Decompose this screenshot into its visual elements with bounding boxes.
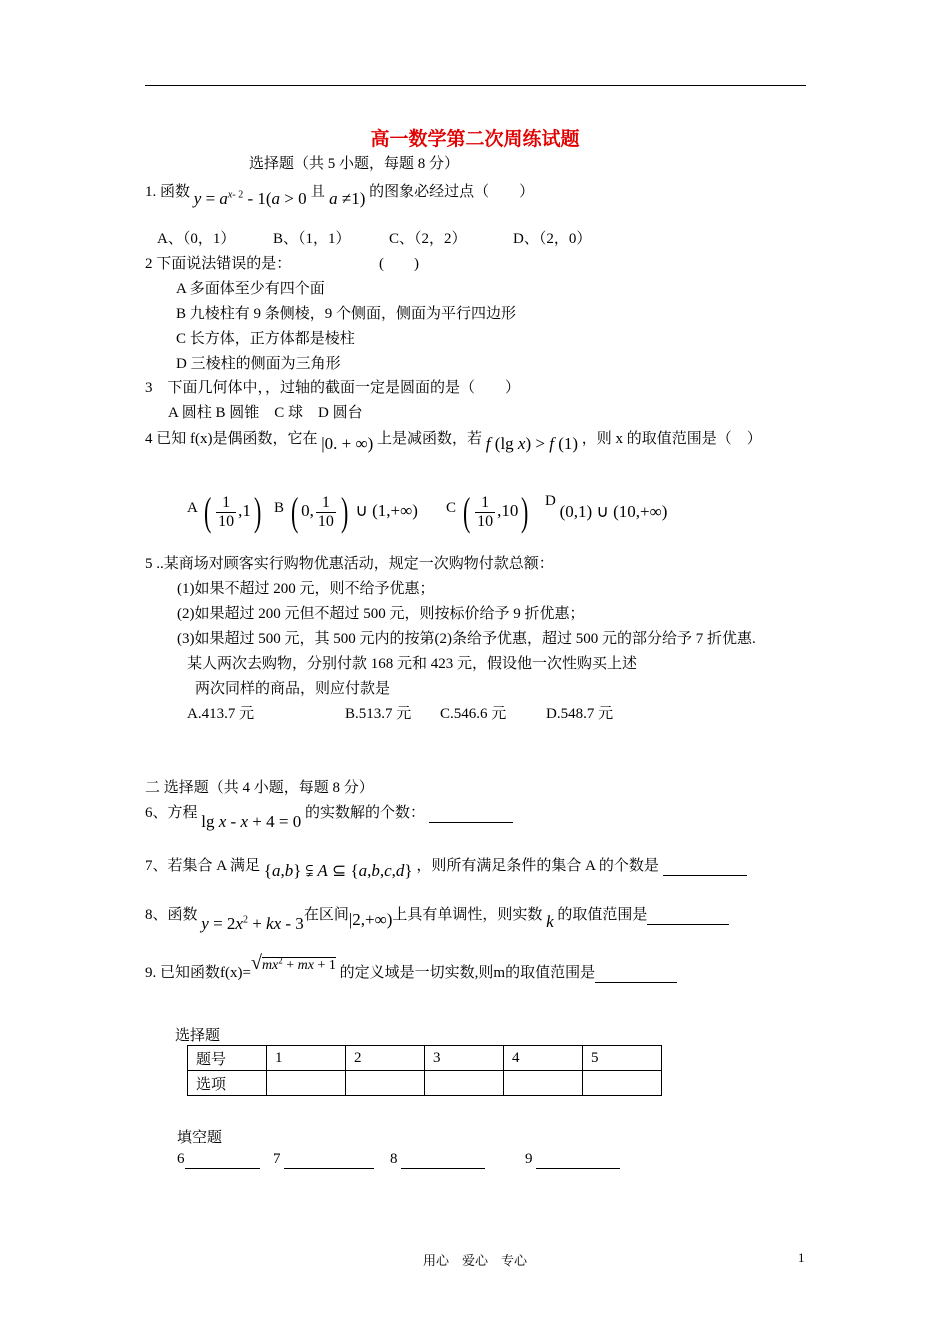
- fill-blank-8[interactable]: [401, 1151, 485, 1169]
- q8-middle: 在区间: [303, 907, 349, 923]
- q9-formula: $√mx^2$ + mx + 1: [250, 952, 336, 974]
- q2-option-b: B 九棱柱有 9 条侧棱，9 个侧面，侧面为平行四边形: [176, 306, 517, 322]
- answer-table-cell: 1: [267, 1046, 346, 1071]
- q3-stem: 3 下面几何体中，，过轴的截面一定是圆面的是（ ）: [145, 380, 521, 396]
- q9-blank[interactable]: [595, 965, 677, 983]
- answer-table-header-row: [188, 1046, 662, 1071]
- answer-table-cell: 选项: [188, 1071, 267, 1096]
- fill-blank-6[interactable]: [185, 1151, 260, 1169]
- q1-prefix: 1. 函数: [145, 184, 191, 200]
- q5-line-2: (2)如果超过 200 元但不超过 500 元，则按标价给予 9 折优惠；: [177, 606, 585, 622]
- fill-item-8: [390, 1151, 485, 1169]
- q6-suffix: 的实数解的个数：: [304, 805, 425, 821]
- q7-prefix: 7、若集合 A 满足: [145, 858, 261, 874]
- answer-cell-5[interactable]: [583, 1071, 662, 1096]
- answer-cell-3[interactable]: [425, 1071, 504, 1096]
- q5-line-5: 两次同样的商品，则应付款是: [195, 681, 391, 697]
- q2-stem: 2 下面说法错误的是：: [145, 256, 292, 272]
- q1-formula: $y = a^{x- 2} - 1(a > 0$ $^且$ a ≠1): [193, 185, 366, 208]
- q8-formula: $y = 2x^2$ + kx - 3: [201, 914, 304, 933]
- answer-cell-2[interactable]: [346, 1071, 425, 1096]
- fill-blank-7[interactable]: [284, 1151, 374, 1169]
- q4-option-c-label: C: [446, 499, 457, 516]
- question-7: [145, 854, 747, 880]
- question-6: [145, 801, 513, 831]
- answer-table-cell: 3: [425, 1046, 504, 1071]
- section2-heading: 二 选择题（共 4 小题，每题 8 分）: [145, 780, 374, 796]
- header-rule: [145, 85, 806, 86]
- q4-condition: f (lg x) > f (1): [485, 434, 579, 453]
- fill-item-6: [177, 1151, 260, 1169]
- q5-option-a: A.413.7 元: [187, 706, 255, 722]
- q4-option-c: C ( $\frac{1}{10}$ ,10): [446, 489, 529, 534]
- q7-suffix: ，则所有满足条件的集合 A 的个数是: [416, 858, 659, 874]
- q5-line-4: 某人两次去购物，分别付款 168 元和 423 元，假设他一次性购买上述: [187, 656, 638, 672]
- q1-option-c: C、（2，2）: [389, 231, 467, 247]
- q4-interval: |0. + ∞): [321, 434, 374, 453]
- q6-blank[interactable]: [429, 805, 513, 823]
- answer-table: [187, 1045, 662, 1096]
- question-9: [145, 952, 677, 983]
- answer-cell-4[interactable]: [504, 1071, 583, 1096]
- q5-line-1: (1)如果不超过 200 元，则不给予优惠；: [177, 581, 435, 597]
- q5-line-3: (3)如果超过 500 元，其 500 元内的按第(2)条给予优惠，超过 500 元的部分给予 7 折优惠.: [177, 631, 756, 647]
- fill-item-number: 6: [177, 1151, 185, 1167]
- section1-heading: 选择题（共 5 小题，每题 8 分）: [249, 156, 460, 172]
- q8-suffix1: 上具有单调性，则实数: [392, 907, 543, 923]
- answer-table-cell: 5: [583, 1046, 662, 1071]
- q4-prefix: 4 已知 f(x)是偶函数，它在: [145, 431, 318, 447]
- answer-cell-1[interactable]: [267, 1071, 346, 1096]
- q4-option-a-label: A: [187, 499, 198, 516]
- q7-blank[interactable]: [663, 858, 747, 876]
- fill-item-number: 8: [390, 1151, 398, 1167]
- answer-choice-label: 选择题: [175, 1028, 221, 1044]
- q8-interval: |2,+∞): [348, 910, 393, 929]
- fill-item-7: [273, 1151, 374, 1169]
- fill-item-number: 9: [525, 1151, 533, 1167]
- answer-table-cell: 4: [504, 1046, 583, 1071]
- q8-prefix: 8、函数: [145, 907, 198, 923]
- page-title: 高一数学第二次周练试题: [370, 128, 580, 150]
- footer-text: 用心 爱心 专心: [422, 1253, 527, 1268]
- question-8: [145, 903, 729, 933]
- q8-blank[interactable]: [647, 907, 729, 925]
- fill-blank-9[interactable]: [536, 1151, 620, 1169]
- q5-option-c: C.546.6 元: [440, 706, 507, 722]
- question-4: [145, 427, 762, 453]
- q7-formula: {a,b} ⫋ A ⊆ {a,b,c,d}: [263, 861, 413, 880]
- q3-options: A 圆柱 B 圆锥 C 球 D 圆台: [168, 405, 363, 421]
- q9-prefix: 9. 已知函数f(x)=: [145, 965, 251, 981]
- q4-option-b: B ( 0, $\frac{1}{10}$ ) ∪ (1,+∞): [274, 489, 418, 534]
- q6-formula: lg x - x + 4 = 0: [201, 812, 302, 831]
- q2-option-c: C 长方体，正方体都是棱柱: [176, 331, 355, 347]
- q4-option-a: A ( $\frac{1}{10}$ ,1): [187, 489, 262, 534]
- q1-suffix: 的图象必经过点（ ）: [369, 184, 535, 200]
- q4-option-d-label: D: [545, 493, 556, 509]
- q4-middle: 上是减函数，若: [377, 431, 483, 447]
- q5-option-d: D.548.7 元: [546, 706, 614, 722]
- fill-item-9: [525, 1151, 620, 1169]
- question-1: [145, 180, 535, 208]
- q9-suffix: 的定义域是一切实数,则m的取值范围是: [339, 965, 596, 981]
- q1-option-d: D、（2，0）: [513, 231, 592, 247]
- q2-paren: ( ): [379, 256, 419, 272]
- q4-suffix: ，则 x 的取值范围是（ ）: [581, 431, 762, 447]
- answer-table-answer-row: [188, 1071, 662, 1096]
- q2-option-d: D 三棱柱的侧面为三角形: [176, 356, 341, 372]
- q8-suffix2: 的取值范围是: [557, 907, 648, 923]
- answer-fill-label: 填空题: [177, 1130, 223, 1146]
- q6-prefix: 6、方程: [145, 805, 198, 821]
- fill-item-number: 7: [273, 1151, 281, 1167]
- q5-stem: 5 ..某商场对顾客实行购物优惠活动，规定一次购物付款总额：: [145, 556, 554, 572]
- q5-option-b: B.513.7 元: [345, 706, 412, 722]
- q4-option-d: D (0,1) ∪ (10,+∞): [545, 493, 668, 521]
- answer-table-cell: 题号: [188, 1046, 267, 1071]
- answer-table-cell: 2: [346, 1046, 425, 1071]
- q1-option-a: A、（0，1）: [157, 231, 236, 247]
- page-number: 1: [798, 1250, 805, 1265]
- q1-option-b: B、（1，1）: [273, 231, 351, 247]
- q2-option-a: A 多面体至少有四个面: [176, 281, 325, 297]
- q4-option-b-label: B: [274, 499, 285, 516]
- q8-var: k: [546, 912, 554, 931]
